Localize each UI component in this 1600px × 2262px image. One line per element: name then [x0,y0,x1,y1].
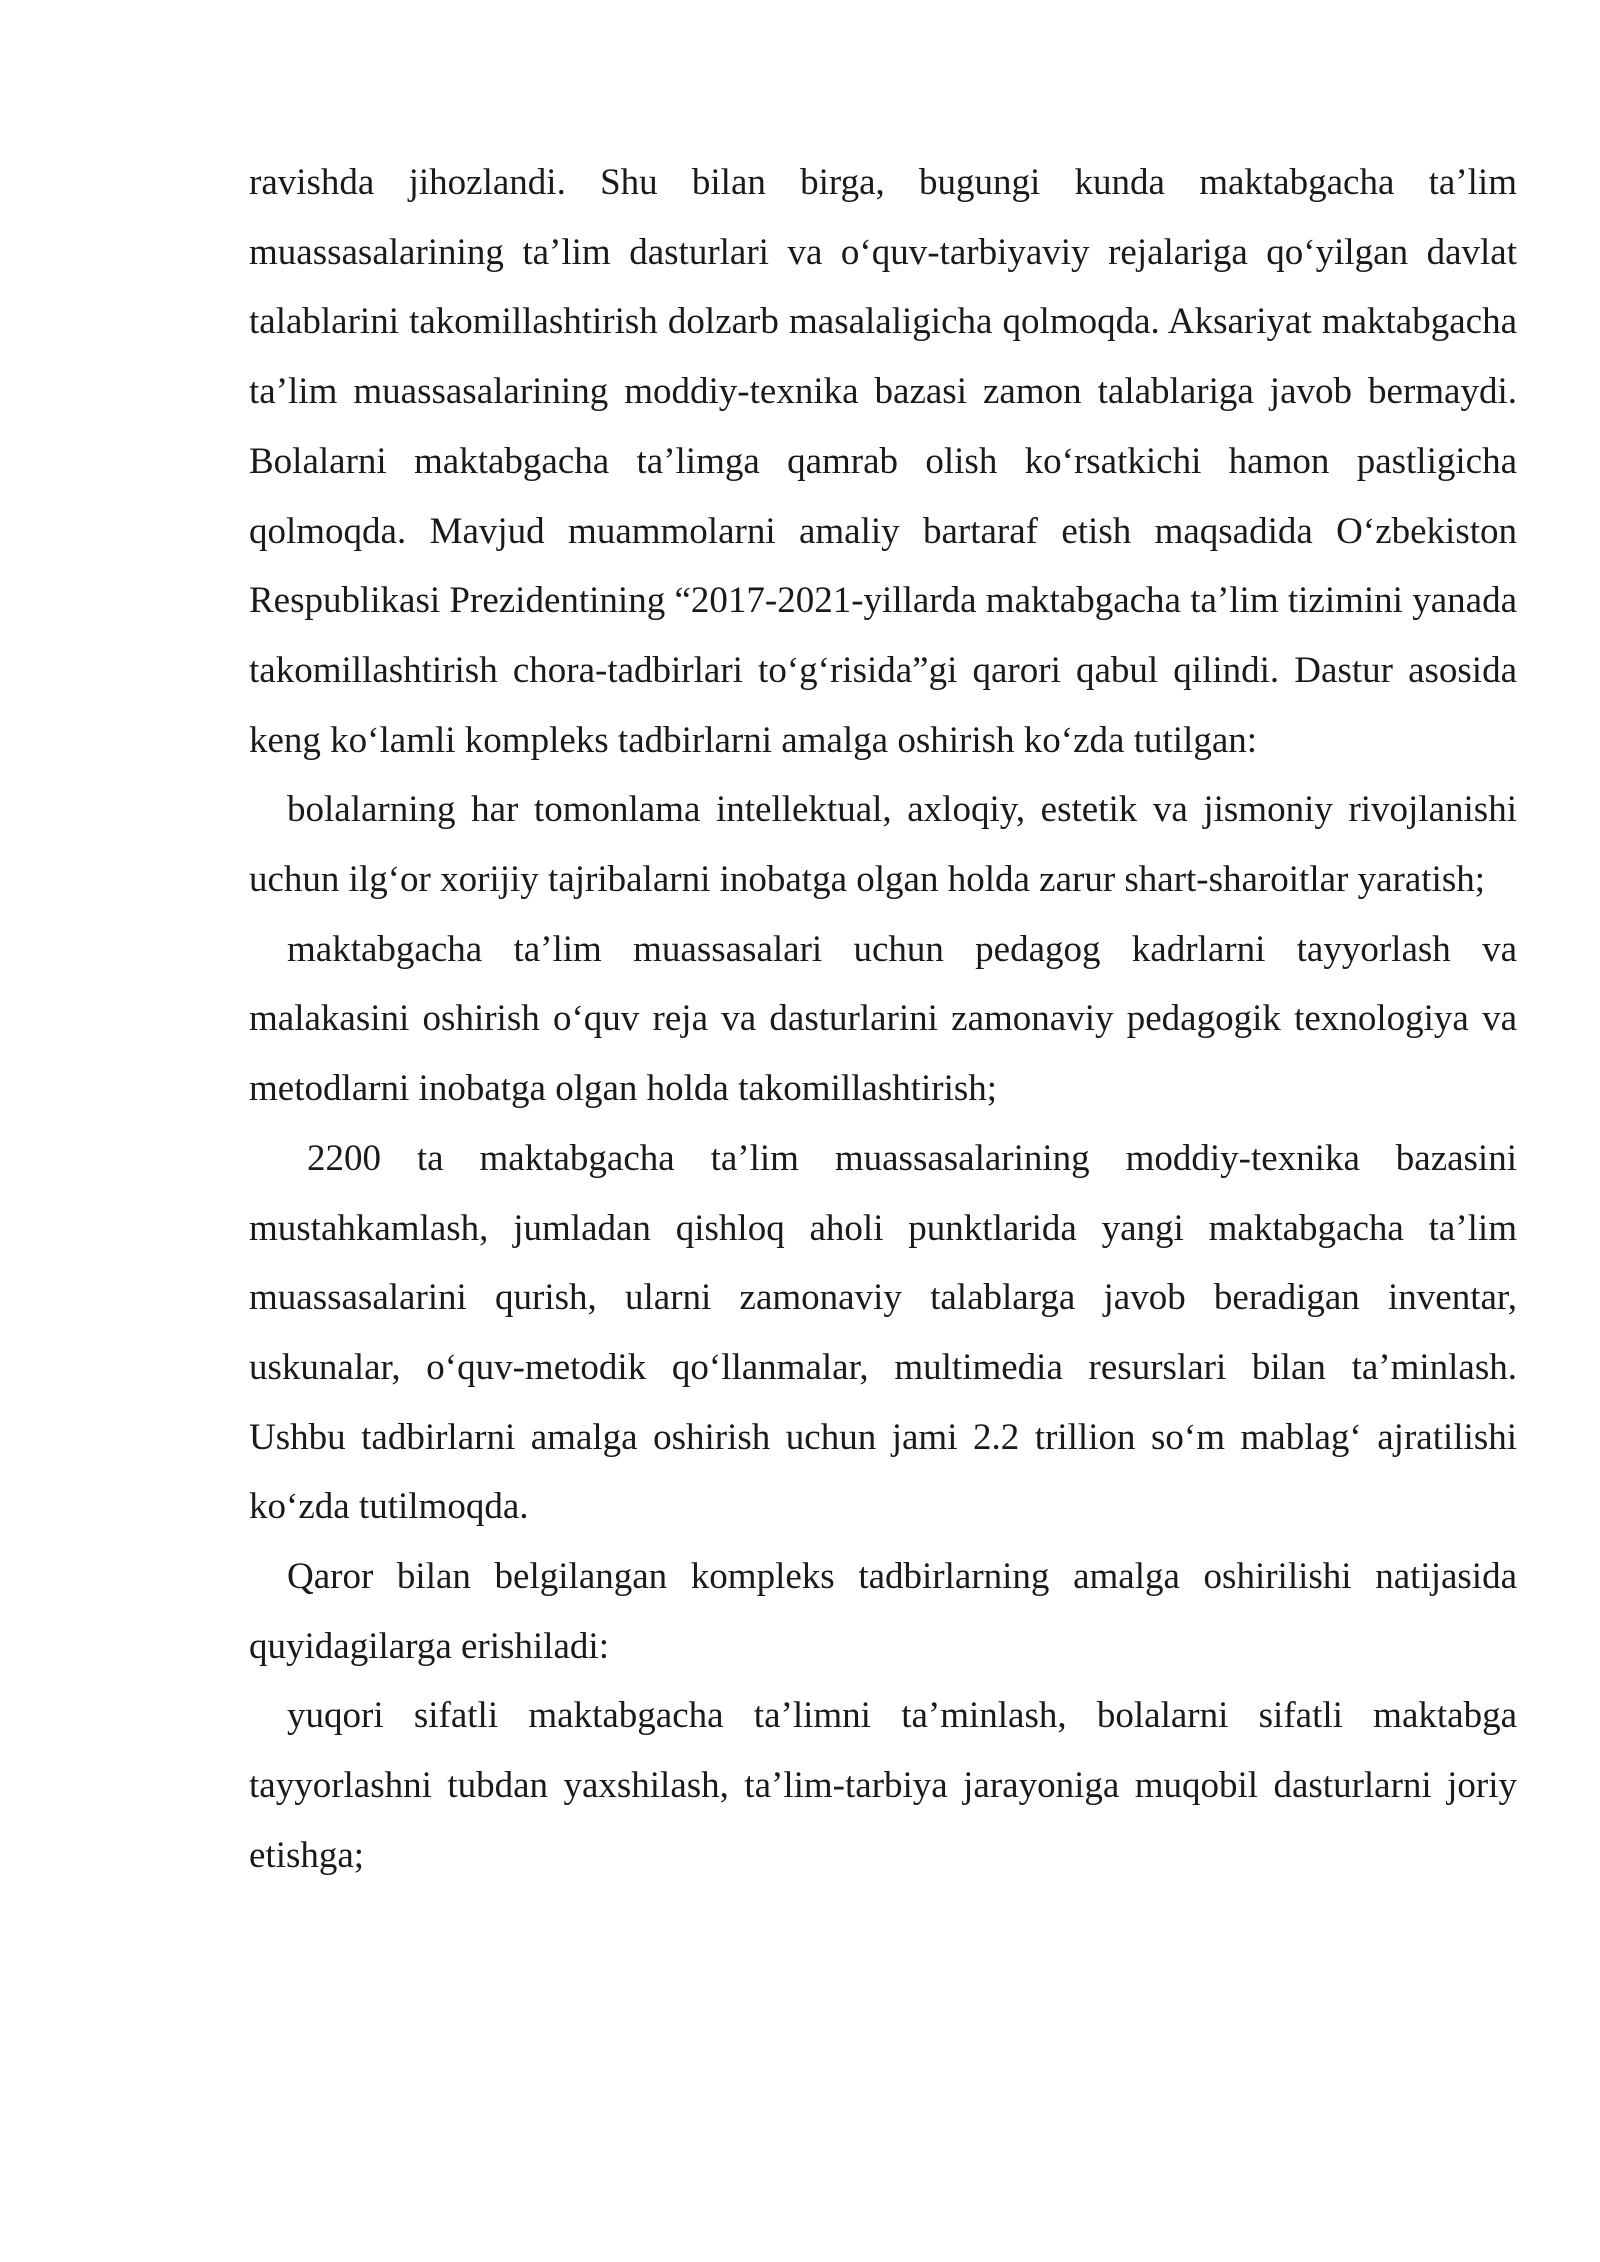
body-text [249,148,1517,1891]
paragraph-intro: ravishda jihozlandi. Shu bilan birga, bugungi kunda maktabgacha ta’lim muassasalarining ta’lim dasturlari va o‘quv-tarbiyaviy rejalariga qo‘yilgan davlat talablarini takomillashtirish dolzarb masalaligicha qolmoqda. Aksariyat maktabgacha ta’lim muassasalarining moddiy-texnika bazasi zamon talablariga javob bermaydi. Bolalarni maktabgacha ta’limga qamrab olish ko‘rsatkichi hamon pastligicha qolmoqda. Mavjud muammolarni amaliy bartaraf etish maqsadida O‘zbekiston Respublikasi Prezidentining “2017-2021-yillarda maktabgacha ta’lim tizimini yanada takomillashtirish chora-tadbirlari to‘g‘risida”gi qarori qabul qilindi. Dastur asosida keng ko‘lamli kompleks tadbirlarni amalga oshirish ko‘zda tutilgan: [249,162,1517,761]
paragraph-list-item-1: bolalarning har tomonlama intellektual, axloqiy, estetik va jismoniy rivojlanishi uchun ilg‘or xorijiy tajribalarni inobatga olgan holda zarur shart-sharoitlar yaratish; [249,789,1517,901]
paragraph-results-intro: Qaror bilan belgilangan kompleks tadbirlarning amalga oshirilishi natijasida quyidagilarga erishiladi: [249,1556,1517,1667]
paragraph-list-item-2: maktabgacha ta’lim muassasalari uchun pedagog kadrlarni tayyorlash va malakasini oshirish o‘quv reja va dasturlarini zamonaviy pedagogik texnologiya va metodlarni inobatga olgan holda takomillashtirish; [249,928,1517,1110]
paragraph-result-item-1: yuqori sifatli maktabgacha ta’limni ta’minlash, bolalarni sifatli maktabga tayyorlashni tubdan yaxshilash, ta’lim-tarbiya jarayoniga muqobil dasturlarni joriy etishga; [249,1695,1517,1876]
paragraph-list-item-3: 2200 ta maktabgacha ta’lim muassasalarining moddiy-texnika bazasini mustahkamlash, jumladan qishloq aholi punktlarida yangi maktabgacha ta’lim muassasalarini qurish, ularni zamonaviy talablarga javob beradigan inventar, uskunalar, o‘quv-metodik qo‘llanmalar, multimedia resurslari bilan ta’minlash. Ushbu tadbirlarni amalga oshirish uchun jami 2.2 trillion so‘m mablag‘ ajratilishi ko‘zda tutilmoqda. [249,1137,1517,1528]
